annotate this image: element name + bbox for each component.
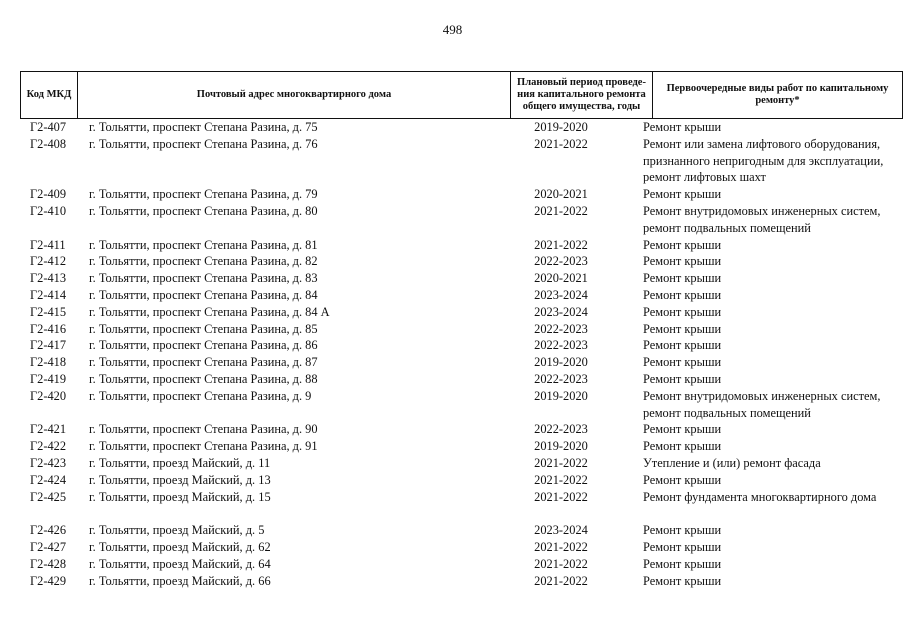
table-row bbox=[0, 489, 905, 523]
table-row bbox=[0, 388, 905, 422]
row-period: 2021-2022 bbox=[534, 489, 588, 504]
table-row bbox=[0, 270, 905, 287]
table-row bbox=[0, 455, 905, 472]
row-work: Ремонт крыши bbox=[643, 523, 722, 538]
table-row bbox=[0, 287, 905, 304]
row-address: г. Тольятти, проспект Степана Разина, д. 75 bbox=[89, 120, 318, 134]
row-code: Г2-425 bbox=[30, 489, 67, 504]
row-period: 2019-2020 bbox=[534, 388, 588, 403]
row-address: г. Тольятти, проспект Степана Разина, д. 79 bbox=[89, 187, 318, 202]
row-address: г. Тольятти, проезд Майский, д. 62 bbox=[89, 539, 271, 554]
row-period: 2020-2021 bbox=[534, 187, 588, 202]
row-address: г. Тольятти, проспект Степана Разина, д. 83 bbox=[89, 271, 318, 286]
row-period: 2021-2022 bbox=[534, 472, 588, 487]
row-address: г. Тольятти, проспект Степана Разина, д. 87 bbox=[89, 355, 318, 370]
table-row bbox=[0, 371, 905, 388]
row-code: Г2-423 bbox=[30, 455, 67, 470]
row-address: г. Тольятти, проспект Степана Разина, д. 90 bbox=[89, 422, 318, 437]
table-body bbox=[0, 119, 905, 589]
row-code: Г2-429 bbox=[30, 573, 67, 588]
page-number: 498 bbox=[442, 22, 463, 37]
row-work: Ремонт крыши bbox=[643, 355, 722, 370]
row-code: Г2-424 bbox=[30, 472, 67, 487]
row-period: 2022-2023 bbox=[534, 422, 588, 437]
row-period: 2021-2022 bbox=[534, 237, 588, 252]
row-work: Ремонт крыши bbox=[643, 422, 722, 437]
row-period: 2021-2022 bbox=[534, 455, 588, 470]
row-address: г. Тольятти, проезд Майский, д. 11 bbox=[89, 455, 271, 470]
row-address: г. Тольятти, проспект Степана Разина, д. 91 bbox=[89, 439, 318, 454]
row-period: 2019-2020 bbox=[534, 120, 588, 134]
table-row bbox=[0, 573, 905, 590]
row-address: г. Тольятти, проезд Майский, д. 5 bbox=[89, 523, 265, 538]
header-period: Плановый период проведе- ния капитального ремонта общего имущества, годы bbox=[511, 72, 653, 118]
row-period: 2022-2023 bbox=[534, 338, 588, 353]
row-period: 2021-2022 bbox=[534, 136, 588, 151]
row-code: Г2-417 bbox=[30, 338, 67, 353]
table-row bbox=[0, 337, 905, 354]
row-address: г. Тольятти, проспект Степана Разина, д. 86 bbox=[89, 338, 318, 353]
row-work: Ремонт крыши bbox=[643, 539, 722, 554]
row-address: г. Тольятти, проезд Майский, д. 13 bbox=[89, 472, 271, 487]
row-work: Ремонт крыши bbox=[643, 321, 722, 336]
row-period: 2023-2024 bbox=[534, 287, 588, 302]
row-address: г. Тольятти, проспект Степана Разина, д. 84 bbox=[89, 287, 318, 302]
row-address: г. Тольятти, проспект Степана Разина, д. 76 bbox=[89, 136, 318, 151]
row-code: Г2-419 bbox=[30, 371, 67, 386]
table-row bbox=[0, 304, 905, 321]
row-work: Ремонт внутридомовых инженерных систем, ремонт подвальных помещений bbox=[643, 388, 881, 420]
row-period: 2022-2023 bbox=[534, 321, 588, 336]
table-row bbox=[0, 186, 905, 203]
row-code: Г2-415 bbox=[30, 304, 67, 319]
row-code: Г2-410 bbox=[30, 203, 67, 218]
row-work: Ремонт крыши bbox=[643, 573, 722, 588]
row-work: Ремонт крыши bbox=[643, 472, 722, 487]
row-work: Ремонт крыши bbox=[643, 304, 722, 319]
row-work: Ремонт крыши bbox=[643, 287, 722, 302]
row-address: г. Тольятти, проспект Степана Разина, д. 9 bbox=[89, 388, 312, 403]
row-address: г. Тольятти, проспект Степана Разина, д. 82 bbox=[89, 254, 318, 269]
table-row bbox=[0, 556, 905, 573]
row-work: Ремонт крыши bbox=[643, 120, 722, 134]
row-work: Ремонт крыши bbox=[643, 439, 722, 454]
row-code: Г2-411 bbox=[30, 237, 66, 252]
row-period: 2023-2024 bbox=[534, 523, 588, 538]
row-period: 2019-2020 bbox=[534, 439, 588, 454]
table-header bbox=[20, 71, 903, 119]
row-work: Ремонт крыши bbox=[643, 237, 722, 252]
row-code: Г2-427 bbox=[30, 539, 67, 554]
header-works: Первоочередные виды работ по капитальному ремонту* bbox=[666, 83, 889, 106]
row-period: 2021-2022 bbox=[534, 556, 588, 571]
row-work: Утепление и (или) ремонт фасада bbox=[643, 455, 821, 470]
table-row bbox=[0, 119, 905, 136]
row-code: Г2-409 bbox=[30, 187, 67, 202]
row-period: 2022-2023 bbox=[534, 371, 588, 386]
row-code: Г2-421 bbox=[30, 422, 67, 437]
row-address: г. Тольятти, проезд Майский, д. 15 bbox=[89, 489, 271, 504]
header-code: Код МКД bbox=[21, 72, 78, 118]
row-period: 2022-2023 bbox=[534, 254, 588, 269]
table-row bbox=[0, 237, 905, 254]
row-work: Ремонт или замена лифтового оборудования, признанного непригодным для эксплуатации, ремонт лифтовых шахт bbox=[643, 136, 884, 185]
table-row bbox=[0, 421, 905, 438]
row-code: Г2-422 bbox=[30, 439, 67, 454]
row-address: г. Тольятти, проспект Степана Разина, д. 81 bbox=[89, 237, 318, 252]
table-row bbox=[0, 136, 905, 186]
row-period: 2021-2022 bbox=[534, 573, 588, 588]
row-work: Ремонт крыши bbox=[643, 254, 722, 269]
row-period: 2021-2022 bbox=[534, 203, 588, 218]
table-row bbox=[0, 321, 905, 338]
row-code: Г2-428 bbox=[30, 556, 67, 571]
header-address: Почтовый адрес многоквартирного дома bbox=[78, 72, 511, 118]
row-work: Ремонт крыши bbox=[643, 271, 722, 286]
table-row bbox=[0, 354, 905, 371]
row-work: Ремонт крыши bbox=[643, 338, 722, 353]
row-period: 2023-2024 bbox=[534, 304, 588, 319]
row-address: г. Тольятти, проспект Степана Разина, д. 80 bbox=[89, 203, 318, 218]
row-code: Г2-426 bbox=[30, 523, 67, 538]
row-work: Ремонт фундамента многоквартирного дома bbox=[643, 489, 877, 504]
table-row bbox=[0, 253, 905, 270]
row-period: 2020-2021 bbox=[534, 271, 588, 286]
row-code: Г2-414 bbox=[30, 287, 67, 302]
row-work: Ремонт крыши bbox=[643, 371, 722, 386]
table-row bbox=[0, 472, 905, 489]
row-code: Г2-413 bbox=[30, 271, 67, 286]
row-period: 2019-2020 bbox=[534, 355, 588, 370]
row-code: Г2-407 bbox=[30, 120, 67, 134]
table-row bbox=[0, 203, 905, 237]
row-address: г. Тольятти, проспект Степана Разина, д. 88 bbox=[89, 371, 318, 386]
row-address: г. Тольятти, проезд Майский, д. 66 bbox=[89, 573, 271, 588]
table-row bbox=[0, 522, 905, 539]
row-address: г. Тольятти, проспект Степана Разина, д. 85 bbox=[89, 321, 318, 336]
row-code: Г2-418 bbox=[30, 355, 67, 370]
row-work: Ремонт внутридомовых инженерных систем, ремонт подвальных помещений bbox=[643, 203, 881, 235]
table-row bbox=[0, 539, 905, 556]
row-address: г. Тольятти, проспект Степана Разина, д. 84 А bbox=[89, 304, 330, 319]
row-work: Ремонт крыши bbox=[643, 187, 722, 202]
row-code: Г2-408 bbox=[30, 136, 67, 151]
row-work: Ремонт крыши bbox=[643, 556, 722, 571]
row-address: г. Тольятти, проезд Майский, д. 64 bbox=[89, 556, 271, 571]
row-period: 2021-2022 bbox=[534, 539, 588, 554]
row-code: Г2-412 bbox=[30, 254, 67, 269]
row-code: Г2-416 bbox=[30, 321, 67, 336]
table-row bbox=[0, 438, 905, 455]
row-code: Г2-420 bbox=[30, 388, 67, 403]
